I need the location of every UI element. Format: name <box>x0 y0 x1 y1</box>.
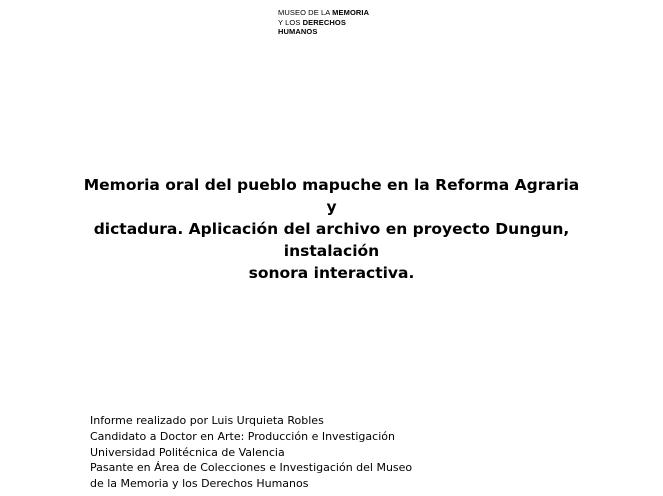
logo-text: MUSEO DE LA <box>278 8 333 17</box>
museum-logo <box>278 8 369 37</box>
logo-text-bold: MEMORIA <box>332 8 370 17</box>
credit-line: Universidad Politécnica de Valencia <box>90 445 285 459</box>
logo-line-1 <box>278 8 369 18</box>
credit-line: Pasante en Área de Colecciones e Investigación del Museo <box>90 461 413 475</box>
author-credits <box>90 413 412 492</box>
logo-text-bold: HUMANOS <box>278 27 318 36</box>
document-title <box>80 174 583 284</box>
credit-line: Informe realizado por Luis Urquieta Robles <box>90 414 324 427</box>
credit-line: Candidato a Doctor en Arte: Producción e Investigación <box>90 429 395 443</box>
title-line: dictadura. Aplicación del archivo en proyecto Dungun, instalación <box>93 220 570 260</box>
logo-text-bold: DERECHOS <box>302 17 346 27</box>
credit-line: de la Memoria y los Derechos Humanos <box>90 477 309 491</box>
title-line: sonora interactiva. <box>248 264 415 282</box>
logo-text: Y LOS <box>278 17 303 27</box>
logo-line-2 <box>278 18 369 28</box>
title-line: Memoria oral del pueblo mapuche en la Reforma Agraria y <box>83 176 580 216</box>
logo-line-3 <box>278 27 369 37</box>
